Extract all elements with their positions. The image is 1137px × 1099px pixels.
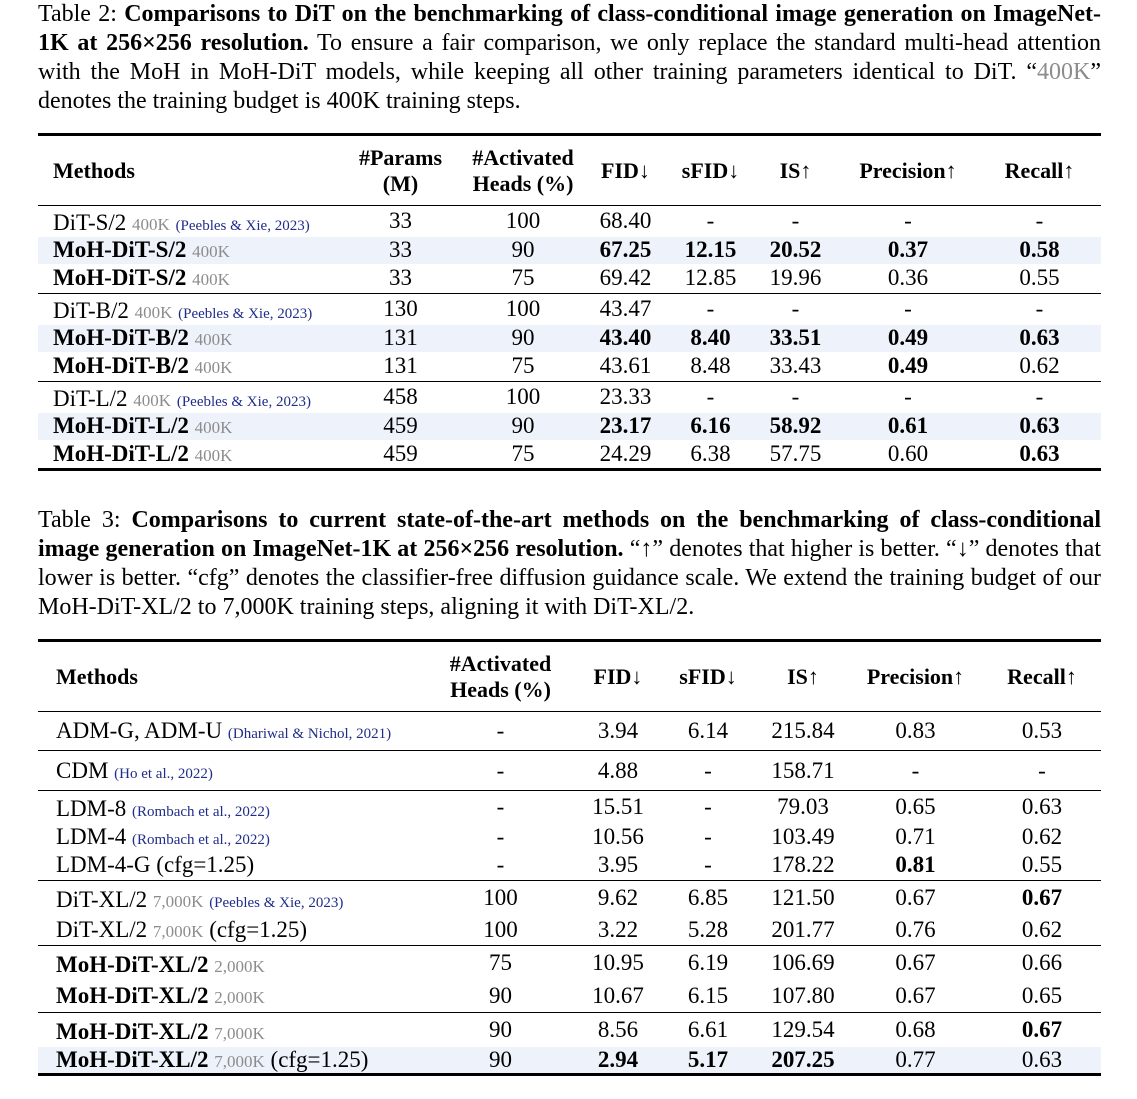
- precision-cell: 0.36: [887, 265, 929, 291]
- table3-caption-title: Comparisons to current state-of-the-art methods on the benchmarking of class-conditional image generation on ImageNet-1K at 256×256 resolution.: [38, 507, 1102, 562]
- heads-cell: 75: [511, 440, 535, 466]
- table-row: [38, 206, 1101, 237]
- fid-cell: 43.61: [599, 353, 652, 379]
- is-cell: 79.03: [758, 791, 848, 824]
- table3-header-precision: Precision↑: [866, 663, 965, 689]
- method-cell: [38, 824, 423, 851]
- recall-cell: 0.63: [1019, 440, 1060, 466]
- heads-cell: -: [423, 751, 578, 791]
- is-cell: 103.49: [771, 824, 835, 849]
- recall-cell: 0.63: [983, 791, 1101, 824]
- heads-cell: 75: [511, 265, 535, 291]
- sfid-cell: -: [668, 294, 753, 325]
- sfid-cell: 12.15: [668, 237, 753, 264]
- table-row: [38, 946, 1101, 980]
- table2-caption-title: Comparisons to DiT on the benchmarking of class-conditional image generation on ImageNet-1K at 256×256 resolution.: [38, 1, 1102, 56]
- heads-cell: 90: [423, 1013, 578, 1047]
- method-name: DiT-B/2: [53, 298, 129, 324]
- table2-header-recall: Recall↑: [1004, 157, 1075, 183]
- fid-cell: 8.56: [578, 1013, 658, 1047]
- method-budget: 400K: [194, 445, 233, 465]
- params-cell: 459: [338, 413, 463, 440]
- method-budget: 7,000K: [152, 891, 204, 911]
- table3-header-heads-line1: #Activated: [449, 650, 552, 676]
- sfid-cell: 5.28: [687, 916, 729, 942]
- table3-header-heads-line2: Heads (%): [450, 676, 551, 702]
- heads-cell: 75: [511, 353, 535, 379]
- sfid-cell: -: [704, 824, 712, 849]
- heads-cell: 90: [423, 1047, 578, 1075]
- params-cell: 33: [338, 206, 463, 237]
- sfid-cell: 12.85: [684, 265, 737, 291]
- table3-caption-text: “↑” denotes that higher is better. “↓” denotes that lower is better. “cfg” denotes the classifier-free diffusion guidance scale. We extend the training budget of our MoH-DiT-XL/2 to 7,000K training steps, aligning it with DiT-XL/2.: [38, 536, 1102, 620]
- method-budget: 2,000K: [214, 987, 265, 1007]
- citation-link[interactable]: (Dhariwal & Nichol, 2021): [227, 726, 392, 742]
- table-row: [38, 325, 1101, 352]
- precision-cell: 0.83: [848, 712, 983, 751]
- method-name: MoH-DiT-XL/2: [56, 951, 209, 977]
- table3-header-is: IS↑: [787, 663, 819, 689]
- table3: [38, 639, 1101, 1076]
- method-name: MoH-DiT-XL/2: [56, 1018, 209, 1044]
- is-cell: 33.51: [753, 325, 838, 352]
- table2: [38, 133, 1101, 471]
- heads-cell: 100: [463, 382, 583, 413]
- recall-cell: 0.55: [1019, 265, 1060, 291]
- precision-cell: 0.68: [848, 1013, 983, 1047]
- table3-header-fid: FID↓: [593, 663, 643, 689]
- sfid-cell: 6.85: [658, 881, 758, 915]
- heads-cell: -: [423, 791, 578, 824]
- citation-link[interactable]: (Rombach et al., 2022): [132, 804, 270, 821]
- method-cell: [38, 851, 423, 881]
- recall-cell: -: [978, 294, 1101, 325]
- method-cell: [38, 382, 338, 413]
- recall-cell: 0.53: [983, 712, 1101, 751]
- is-cell: 158.71: [758, 751, 848, 791]
- recall-cell: -: [983, 751, 1101, 791]
- method-budget: 400K: [194, 330, 233, 349]
- fid-cell: 10.95: [578, 946, 658, 980]
- precision-cell: 0.49: [838, 325, 978, 352]
- method-name: MoH-DiT-B/2: [53, 325, 189, 350]
- is-cell: 129.54: [758, 1013, 848, 1047]
- recall-cell: 0.66: [983, 946, 1101, 980]
- table3-caption: [38, 506, 1101, 622]
- precision-cell: -: [848, 751, 983, 791]
- method-suffix: (cfg=1.25): [209, 916, 308, 942]
- method-budget: 400K: [194, 358, 233, 378]
- sfid-cell: -: [668, 206, 753, 237]
- sfid-cell: 8.48: [690, 353, 731, 379]
- recall-cell: 0.55: [1021, 852, 1063, 878]
- is-cell: 58.92: [753, 413, 838, 440]
- table2-header-fid: FID↓: [601, 157, 650, 183]
- method-cell: [38, 1047, 423, 1075]
- params-cell: 459: [383, 440, 418, 466]
- fid-cell: 43.40: [583, 325, 668, 352]
- is-cell: 106.69: [758, 946, 848, 980]
- method-name: DiT-L/2: [53, 386, 128, 412]
- recall-cell: 0.63: [978, 325, 1101, 352]
- recall-cell: -: [978, 206, 1101, 237]
- method-name: MoH-DiT-XL/2: [56, 1046, 209, 1072]
- method-name: MoH-DiT-L/2: [53, 413, 189, 438]
- heads-cell: -: [423, 712, 578, 751]
- recall-cell: 0.67: [983, 881, 1101, 915]
- table2-header-params: [338, 135, 463, 206]
- heads-cell: 100: [463, 294, 583, 325]
- method-cell: [38, 264, 338, 294]
- table3-header-sfid: sFID↓: [679, 663, 737, 689]
- heads-cell: 90: [463, 237, 583, 264]
- table-row: [38, 1013, 1101, 1047]
- table3-header-heads: [423, 641, 578, 712]
- fid-cell: 24.29: [599, 440, 652, 466]
- method-name: CDM: [56, 757, 109, 783]
- sfid-cell: -: [668, 382, 753, 413]
- params-cell: 131: [383, 353, 418, 379]
- is-cell: 207.25: [758, 1047, 848, 1075]
- method-cell: [38, 237, 338, 264]
- params-cell: 33: [389, 265, 412, 291]
- table-row: [38, 824, 1101, 851]
- params-cell: 131: [338, 325, 463, 352]
- table-row: [38, 1047, 1101, 1075]
- method-cell: [38, 413, 338, 440]
- table2-header-params-line2: (M): [382, 170, 419, 196]
- method-name: DiT-XL/2: [56, 886, 148, 912]
- citation-link[interactable]: (Peebles & Xie, 2023): [178, 306, 313, 323]
- precision-cell: 0.67: [848, 881, 983, 915]
- method-name: MoH-DiT-S/2: [53, 237, 187, 262]
- recall-cell: 0.63: [983, 1047, 1101, 1075]
- citation-link[interactable]: (Rombach et al., 2022): [132, 832, 270, 848]
- method-cell: [38, 881, 423, 915]
- method-name: MoH-DiT-L/2: [53, 440, 189, 466]
- precision-cell: 0.65: [848, 791, 983, 824]
- fid-cell: 9.62: [578, 881, 658, 915]
- sfid-cell: -: [704, 852, 712, 878]
- precision-cell: 0.71: [895, 824, 936, 849]
- method-budget: 7,000K: [214, 1051, 265, 1071]
- table3-header-recall: Recall↑: [1007, 663, 1077, 689]
- heads-cell: -: [496, 852, 505, 878]
- precision-cell: 0.67: [895, 982, 936, 1008]
- table-row: [38, 791, 1101, 824]
- fid-cell: 15.51: [578, 791, 658, 824]
- params-cell: 458: [338, 382, 463, 413]
- heads-cell: -: [496, 824, 505, 849]
- table2-header-heads-line1: #Activated: [472, 144, 574, 170]
- is-cell: -: [753, 294, 838, 325]
- precision-cell: -: [838, 382, 978, 413]
- table-row: [38, 237, 1101, 264]
- is-cell: 33.43: [769, 353, 822, 379]
- method-name: DiT-XL/2: [56, 916, 148, 942]
- heads-cell: 90: [463, 325, 583, 352]
- table2-body: [38, 206, 1101, 470]
- citation-link[interactable]: (Peebles & Xie, 2023): [175, 218, 310, 235]
- table2-header-precision: Precision↑: [859, 157, 957, 183]
- fid-cell: 10.67: [592, 982, 644, 1008]
- heads-cell: 75: [423, 946, 578, 980]
- fid-cell: 23.17: [583, 413, 668, 440]
- method-cell: [38, 751, 423, 791]
- fid-cell: 67.25: [583, 237, 668, 264]
- sfid-cell: 6.16: [668, 413, 753, 440]
- table-row: [38, 712, 1101, 751]
- method-cell: [38, 1013, 423, 1047]
- table2-caption-label: Table 2:: [38, 1, 117, 27]
- table-row: [38, 413, 1101, 440]
- is-cell: 107.80: [771, 982, 835, 1008]
- is-cell: 57.75: [769, 440, 822, 466]
- params-cell: 130: [338, 294, 463, 325]
- method-budget: 2,000K: [214, 956, 265, 976]
- method-name: DiT-S/2: [53, 210, 127, 236]
- table-row: [38, 294, 1101, 325]
- table-row: [38, 851, 1101, 881]
- fid-cell: 4.88: [578, 751, 658, 791]
- table-row: [38, 352, 1101, 382]
- table2-header-row: [38, 135, 1101, 206]
- method-name: MoH-DiT-S/2: [53, 265, 187, 291]
- table2-header-is: IS↑: [779, 157, 812, 183]
- method-name: LDM-4: [56, 824, 127, 849]
- table-row: [38, 382, 1101, 413]
- precision-cell: 0.77: [848, 1047, 983, 1075]
- method-cell: [38, 325, 338, 352]
- is-cell: -: [753, 206, 838, 237]
- sfid-cell: -: [658, 751, 758, 791]
- table2-header-params-line1: #Params: [358, 144, 443, 170]
- fid-cell: 3.22: [597, 916, 639, 942]
- method-cell: [38, 980, 423, 1013]
- method-budget: 400K: [192, 270, 230, 290]
- method-name: MoH-DiT-B/2: [53, 353, 189, 379]
- table2-caption: [38, 0, 1101, 116]
- precision-cell: -: [838, 294, 978, 325]
- method-cell: [38, 791, 423, 824]
- method-cell: [38, 946, 423, 980]
- sfid-cell: -: [658, 791, 758, 824]
- is-cell: 215.84: [758, 712, 848, 751]
- table2-caption-budget: 400K: [1037, 59, 1091, 85]
- method-name: LDM-4-G: [56, 852, 151, 878]
- method-budget: 7,000K: [152, 921, 204, 941]
- recall-cell: 0.63: [978, 413, 1101, 440]
- sfid-cell: 6.38: [690, 440, 731, 466]
- sfid-cell: 5.17: [658, 1047, 758, 1075]
- table-row: [38, 751, 1101, 791]
- is-cell: 20.52: [753, 237, 838, 264]
- precision-cell: 0.37: [838, 237, 978, 264]
- method-name: ADM-G, ADM-U: [56, 718, 223, 743]
- fid-cell: 2.94: [578, 1047, 658, 1075]
- method-name: LDM-8: [56, 796, 127, 822]
- method-cell: [38, 712, 423, 751]
- precision-cell: 0.49: [887, 353, 929, 379]
- precision-cell: 0.76: [895, 916, 936, 942]
- sfid-cell: 6.14: [658, 712, 758, 751]
- precision-cell: 0.81: [895, 852, 936, 878]
- table3-caption-label: Table 3:: [38, 507, 121, 533]
- table-row: [38, 264, 1101, 294]
- method-cell: [38, 206, 338, 237]
- table3-body: [38, 712, 1101, 1075]
- method-cell: [38, 915, 423, 946]
- method-budget: 400K: [133, 391, 172, 411]
- is-cell: 178.22: [771, 852, 835, 878]
- table3-header-methods: Methods: [56, 663, 138, 689]
- recall-cell: 0.58: [978, 237, 1101, 264]
- method-budget: 400K: [134, 303, 173, 323]
- sfid-cell: 6.19: [658, 946, 758, 980]
- method-budget: 400K: [192, 242, 230, 261]
- table-row: [38, 915, 1101, 946]
- method-suffix: (cfg=1.25): [270, 1046, 369, 1072]
- method-budget: 400K: [194, 418, 233, 437]
- precision-cell: 0.67: [848, 946, 983, 980]
- table2-header-methods: Methods: [53, 157, 135, 183]
- recall-cell: 0.62: [1021, 824, 1063, 849]
- precision-cell: -: [838, 206, 978, 237]
- method-budget: 400K: [132, 215, 170, 235]
- table-row: [38, 881, 1101, 915]
- table-row: [38, 440, 1101, 470]
- method-suffix: (cfg=1.25): [156, 852, 255, 878]
- is-cell: 121.50: [758, 881, 848, 915]
- is-cell: 19.96: [769, 265, 822, 291]
- method-name: MoH-DiT-XL/2: [56, 982, 209, 1008]
- precision-cell: 0.60: [887, 440, 929, 466]
- table2-header-heads-line2: Heads (%): [472, 170, 574, 196]
- heads-cell: 100: [423, 881, 578, 915]
- method-budget: 7,000K: [214, 1023, 265, 1043]
- recall-cell: 0.67: [983, 1013, 1101, 1047]
- recall-cell: 0.65: [1021, 982, 1063, 1008]
- is-cell: -: [753, 382, 838, 413]
- table-row: [38, 980, 1101, 1013]
- fid-cell: 68.40: [583, 206, 668, 237]
- method-cell: [38, 294, 338, 325]
- is-cell: 201.77: [771, 916, 835, 942]
- params-cell: 33: [338, 237, 463, 264]
- sfid-cell: 8.40: [668, 325, 753, 352]
- heads-cell: 90: [489, 982, 512, 1008]
- recall-cell: -: [978, 382, 1101, 413]
- heads-cell: 100: [463, 206, 583, 237]
- citation-link[interactable]: (Peebles & Xie, 2023): [176, 394, 311, 411]
- fid-cell: 69.42: [599, 265, 652, 291]
- table2-caption-text1: To ensure a fair comparison, we only replace the standard multi-head attention with the MoH in MoH-DiT models, while keeping all other training parameters identical to DiT. “: [38, 30, 1101, 85]
- fid-cell: 3.95: [597, 852, 639, 878]
- heads-cell: 90: [463, 413, 583, 440]
- fid-cell: 10.56: [592, 824, 644, 849]
- method-cell: [38, 352, 338, 382]
- table2-header-sfid: sFID↓: [681, 157, 740, 183]
- recall-cell: 0.62: [1021, 916, 1063, 942]
- method-cell: [38, 440, 338, 470]
- citation-link[interactable]: (Ho et al., 2022): [114, 765, 213, 782]
- fid-cell: 23.33: [583, 382, 668, 413]
- fid-cell: 3.94: [578, 712, 658, 751]
- sfid-cell: 6.61: [658, 1013, 758, 1047]
- heads-cell: 100: [483, 916, 518, 942]
- table2-caption-text2: ” denotes the training budget is 400K training steps.: [38, 59, 1101, 114]
- table2-header-heads: [463, 135, 583, 206]
- precision-cell: 0.61: [838, 413, 978, 440]
- citation-link[interactable]: (Peebles & Xie, 2023): [209, 894, 344, 911]
- recall-cell: 0.62: [1019, 353, 1060, 379]
- table3-header-row: [38, 641, 1101, 712]
- fid-cell: 43.47: [583, 294, 668, 325]
- sfid-cell: 6.15: [687, 982, 729, 1008]
